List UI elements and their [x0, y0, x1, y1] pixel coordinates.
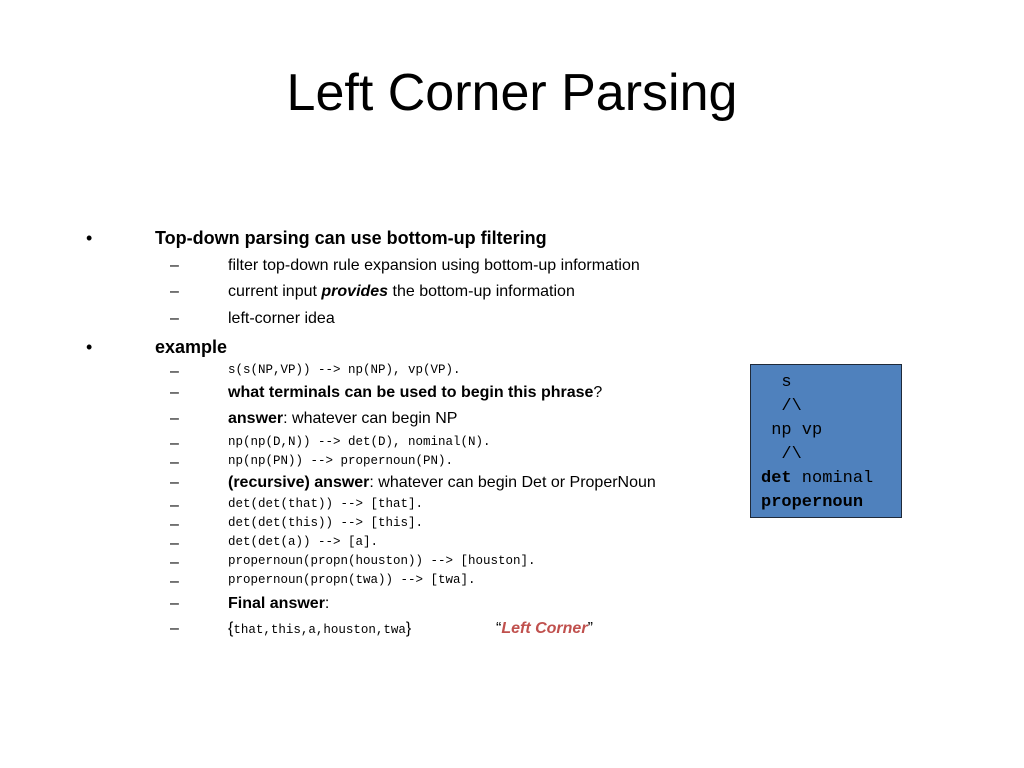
dash: – — [170, 535, 179, 552]
left-corner-label — [496, 620, 593, 638]
bullet-marker: • — [86, 228, 93, 248]
code-line: det(det(a)) --> [a]. — [228, 535, 379, 549]
sub-item-text: filter top-down rule expansion using bottom-up information — [228, 257, 640, 274]
brace: } — [405, 620, 412, 637]
sub-item-text — [228, 595, 329, 613]
bold-text: what terminals can be used to begin this phrase — [228, 384, 594, 401]
bold-text: Final answer — [228, 595, 325, 612]
bullet-2-text: example — [155, 337, 228, 357]
dash: – — [170, 384, 179, 401]
parse-tree-box — [750, 364, 902, 518]
dash: – — [170, 474, 179, 491]
sub-item-text — [228, 410, 457, 428]
tree-propernoun: propernoun — [761, 493, 864, 512]
terminal-set: that,this,a,houston,twa — [233, 623, 406, 637]
dash: – — [170, 516, 179, 533]
slide-title: Left Corner Parsing — [286, 64, 738, 122]
dash: – — [170, 257, 179, 274]
text-part: : whatever can begin Det or ProperNoun — [369, 474, 656, 491]
dash: – — [170, 363, 179, 380]
dash: – — [170, 554, 179, 571]
text-part: : — [324, 595, 330, 612]
quote: ” — [587, 620, 593, 637]
parse-tree — [761, 371, 873, 515]
text-part: current input — [228, 283, 322, 300]
tree-line: np vp — [761, 421, 823, 440]
text-part: the bottom-up information — [388, 283, 575, 300]
code-line: det(det(that)) --> [that]. — [228, 497, 424, 511]
brace: { — [228, 620, 234, 637]
code-line: propernoun(propn(twa)) --> [twa]. — [228, 573, 476, 587]
text-part: ? — [593, 384, 603, 401]
code-line: np(np(PN)) --> propernoun(PN). — [228, 454, 454, 468]
bullet-1-text: Top-down parsing can use bottom-up filtering — [155, 228, 547, 248]
dash: – — [170, 620, 179, 637]
bold-text: (recursive) answer — [228, 474, 370, 491]
emphasis: provides — [321, 283, 389, 300]
left-corner-text: Left Corner — [501, 620, 588, 637]
dash: – — [170, 435, 179, 452]
tree-det: det — [761, 469, 792, 488]
dash: – — [170, 573, 179, 590]
dash: – — [170, 283, 179, 300]
text-part: : whatever can begin NP — [283, 410, 458, 427]
tree-line: s — [761, 373, 792, 392]
answer-set — [228, 620, 411, 638]
tree-line: /\ — [761, 445, 802, 464]
sub-item-text — [228, 474, 656, 492]
dash: – — [170, 454, 179, 471]
tree-line: /\ — [761, 397, 802, 416]
bullet-marker: • — [86, 337, 93, 357]
dash: – — [170, 410, 179, 427]
code-line: np(np(D,N)) --> det(D), nominal(N). — [228, 435, 491, 449]
code-line: s(s(NP,VP)) --> np(NP), vp(VP). — [228, 363, 461, 377]
sub-item-text: left-corner idea — [228, 310, 335, 327]
dash: – — [170, 497, 179, 514]
sub-item-text — [228, 283, 575, 301]
sub-item-text — [228, 384, 602, 402]
code-line: propernoun(propn(houston)) --> [houston]. — [228, 554, 536, 568]
dash: – — [170, 595, 179, 612]
dash: – — [170, 310, 179, 327]
quote: “ — [496, 620, 502, 637]
tree-nominal: nominal — [791, 469, 874, 488]
code-line: det(det(this)) --> [this]. — [228, 516, 424, 530]
bold-text: answer — [228, 410, 284, 427]
